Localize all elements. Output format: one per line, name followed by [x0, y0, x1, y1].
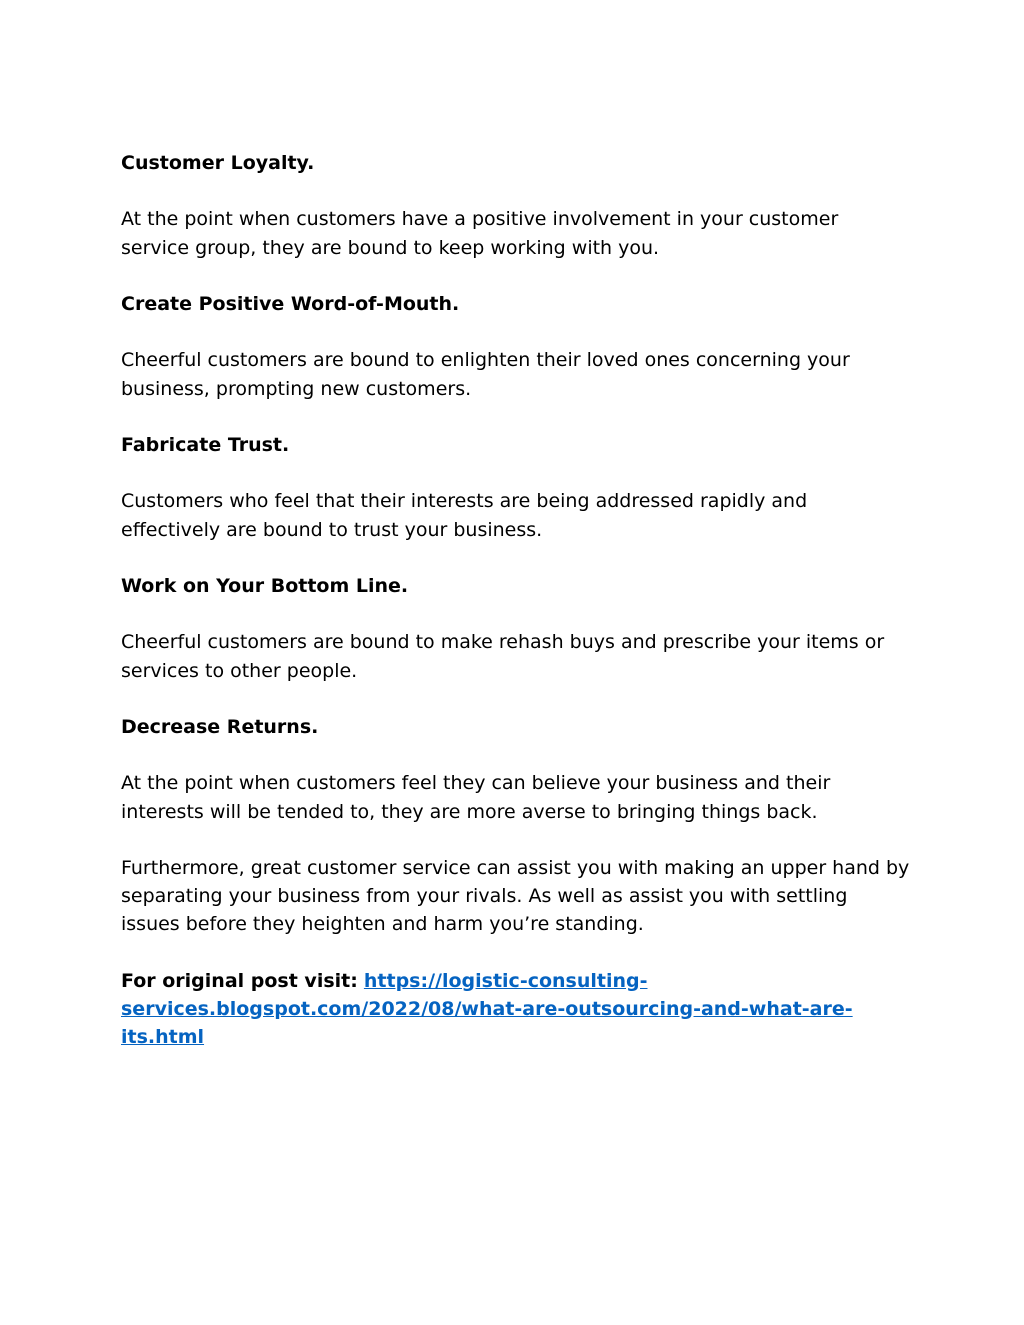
section-body-bottom-line: Cheerful customers are bound to make rehash buys and prescribe your items or services to other people.	[121, 631, 885, 682]
footer-source	[121, 967, 911, 1052]
closing-paragraph: Furthermore, great customer service can assist you with making an upper hand by separating your business from your rivals. As well as assist you with settling issues before they heighten and harm you’re standing.	[121, 856, 910, 936]
section-heading-decrease-returns: Decrease Returns.	[121, 715, 319, 738]
section-body-customer-loyalty: At the point when customers have a positive involvement in your customer service group, they are bound to keep working with you.	[121, 208, 839, 259]
section-heading-customer-loyalty: Customer Loyalty.	[121, 152, 315, 174]
document-page	[121, 149, 911, 1080]
section-heading-bottom-line: Work on Your Bottom Line.	[121, 574, 409, 597]
section-heading-fabricate-trust: Fabricate Trust.	[121, 433, 290, 456]
section-body-decrease-returns: At the point when customers feel they can believe your business and their interests will be tended to, they are more averse to bringing things back.	[121, 772, 831, 823]
section-body-word-of-mouth: Cheerful customers are bound to enlighten their loved ones concerning your business, prompting new customers.	[121, 349, 850, 400]
footer-label: For original post visit:	[121, 969, 358, 992]
source-link[interactable]: https://logistic-consulting-services.blogspot.com/2022/08/what-are-outsourcing-and-what-are-its.html	[121, 969, 853, 1049]
section-body-fabricate-trust: Customers who feel that their interests are being addressed rapidly and effectively are bound to trust your business.	[121, 490, 808, 541]
section-heading-word-of-mouth: Create Positive Word-of-Mouth.	[121, 292, 460, 315]
